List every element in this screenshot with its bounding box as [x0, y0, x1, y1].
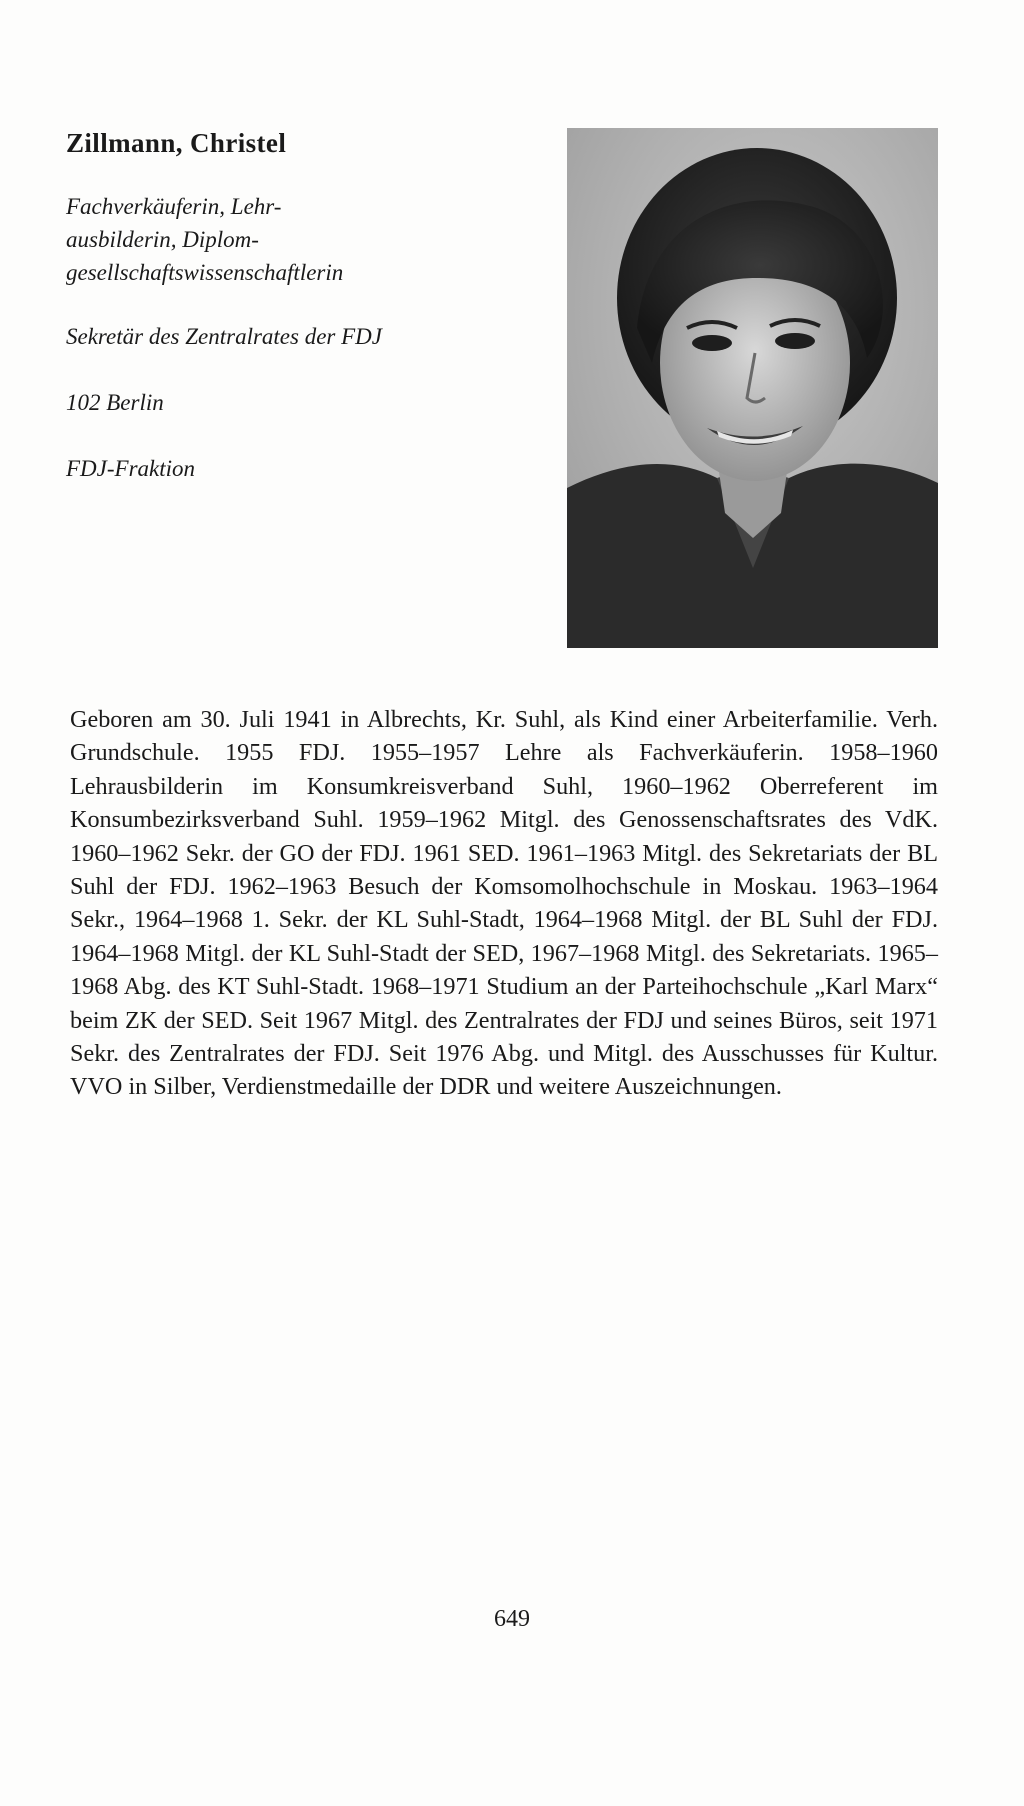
position: Sekretär des Zentralrates der FDJ	[66, 324, 382, 349]
portrait-photo	[567, 128, 938, 648]
location: 102 Berlin	[66, 390, 164, 415]
professions	[66, 190, 466, 289]
faction: FDJ-Fraktion	[66, 456, 196, 481]
profession-line: gesellschaftswissenschaftlerin	[66, 260, 344, 285]
profession-line: Fachverkäuferin, Lehr-	[66, 194, 282, 219]
biography: Geboren am 30. Juli 1941 in Albrechts, Kr. Suhl, als Kind einer Arbeiterfamilie. Verh. Grundschule. 1955 FDJ. 1955–1957 Lehre als Fachverkäuferin. 1958–1960 Lehrausbilderin im Konsumkreisverband Suhl, 1960–1962 Oberreferent im Konsumbezirksverband Suhl. 1959–1962 Mitgl. des Genossenschaftsrates des VdK. 1960–1962 Sekr. der GO der FDJ. 1961 SED. 1961–1963 Mitgl. des Sekretariats der BL Suhl der FDJ. 1962–1963 Besuch der Komsomolhochschule in Moskau. 1963–1964 Sekr., 1964–1968 1. Sekr. der KL Suhl-Stadt, 1964–1968 Mitgl. der BL Suhl der FDJ. 1964–1968 Mitgl. der KL Suhl-Stadt der SED, 1967–1968 Mitgl. des Sekretariats. 1965–1968 Abg. des KT Suhl-Stadt. 1968–1971 Studium an der Parteihochschule „Karl Marx“ beim ZK der SED. Seit 1967 Mitgl. des Zentralrates der FDJ und seines Büros, seit 1971 Sekr. des Zentralrates der FDJ. Seit 1976 Abg. und Mitgl. des Ausschusses für Kultur. VVO in Silber, Verdienstmedaille der DDR und weitere Auszeichnungen.	[70, 706, 938, 1101]
profession-line: ausbilderin, Diplom-	[66, 227, 259, 252]
person-name: Zillmann, Christel	[66, 128, 287, 158]
page-number: 649	[494, 1606, 530, 1632]
